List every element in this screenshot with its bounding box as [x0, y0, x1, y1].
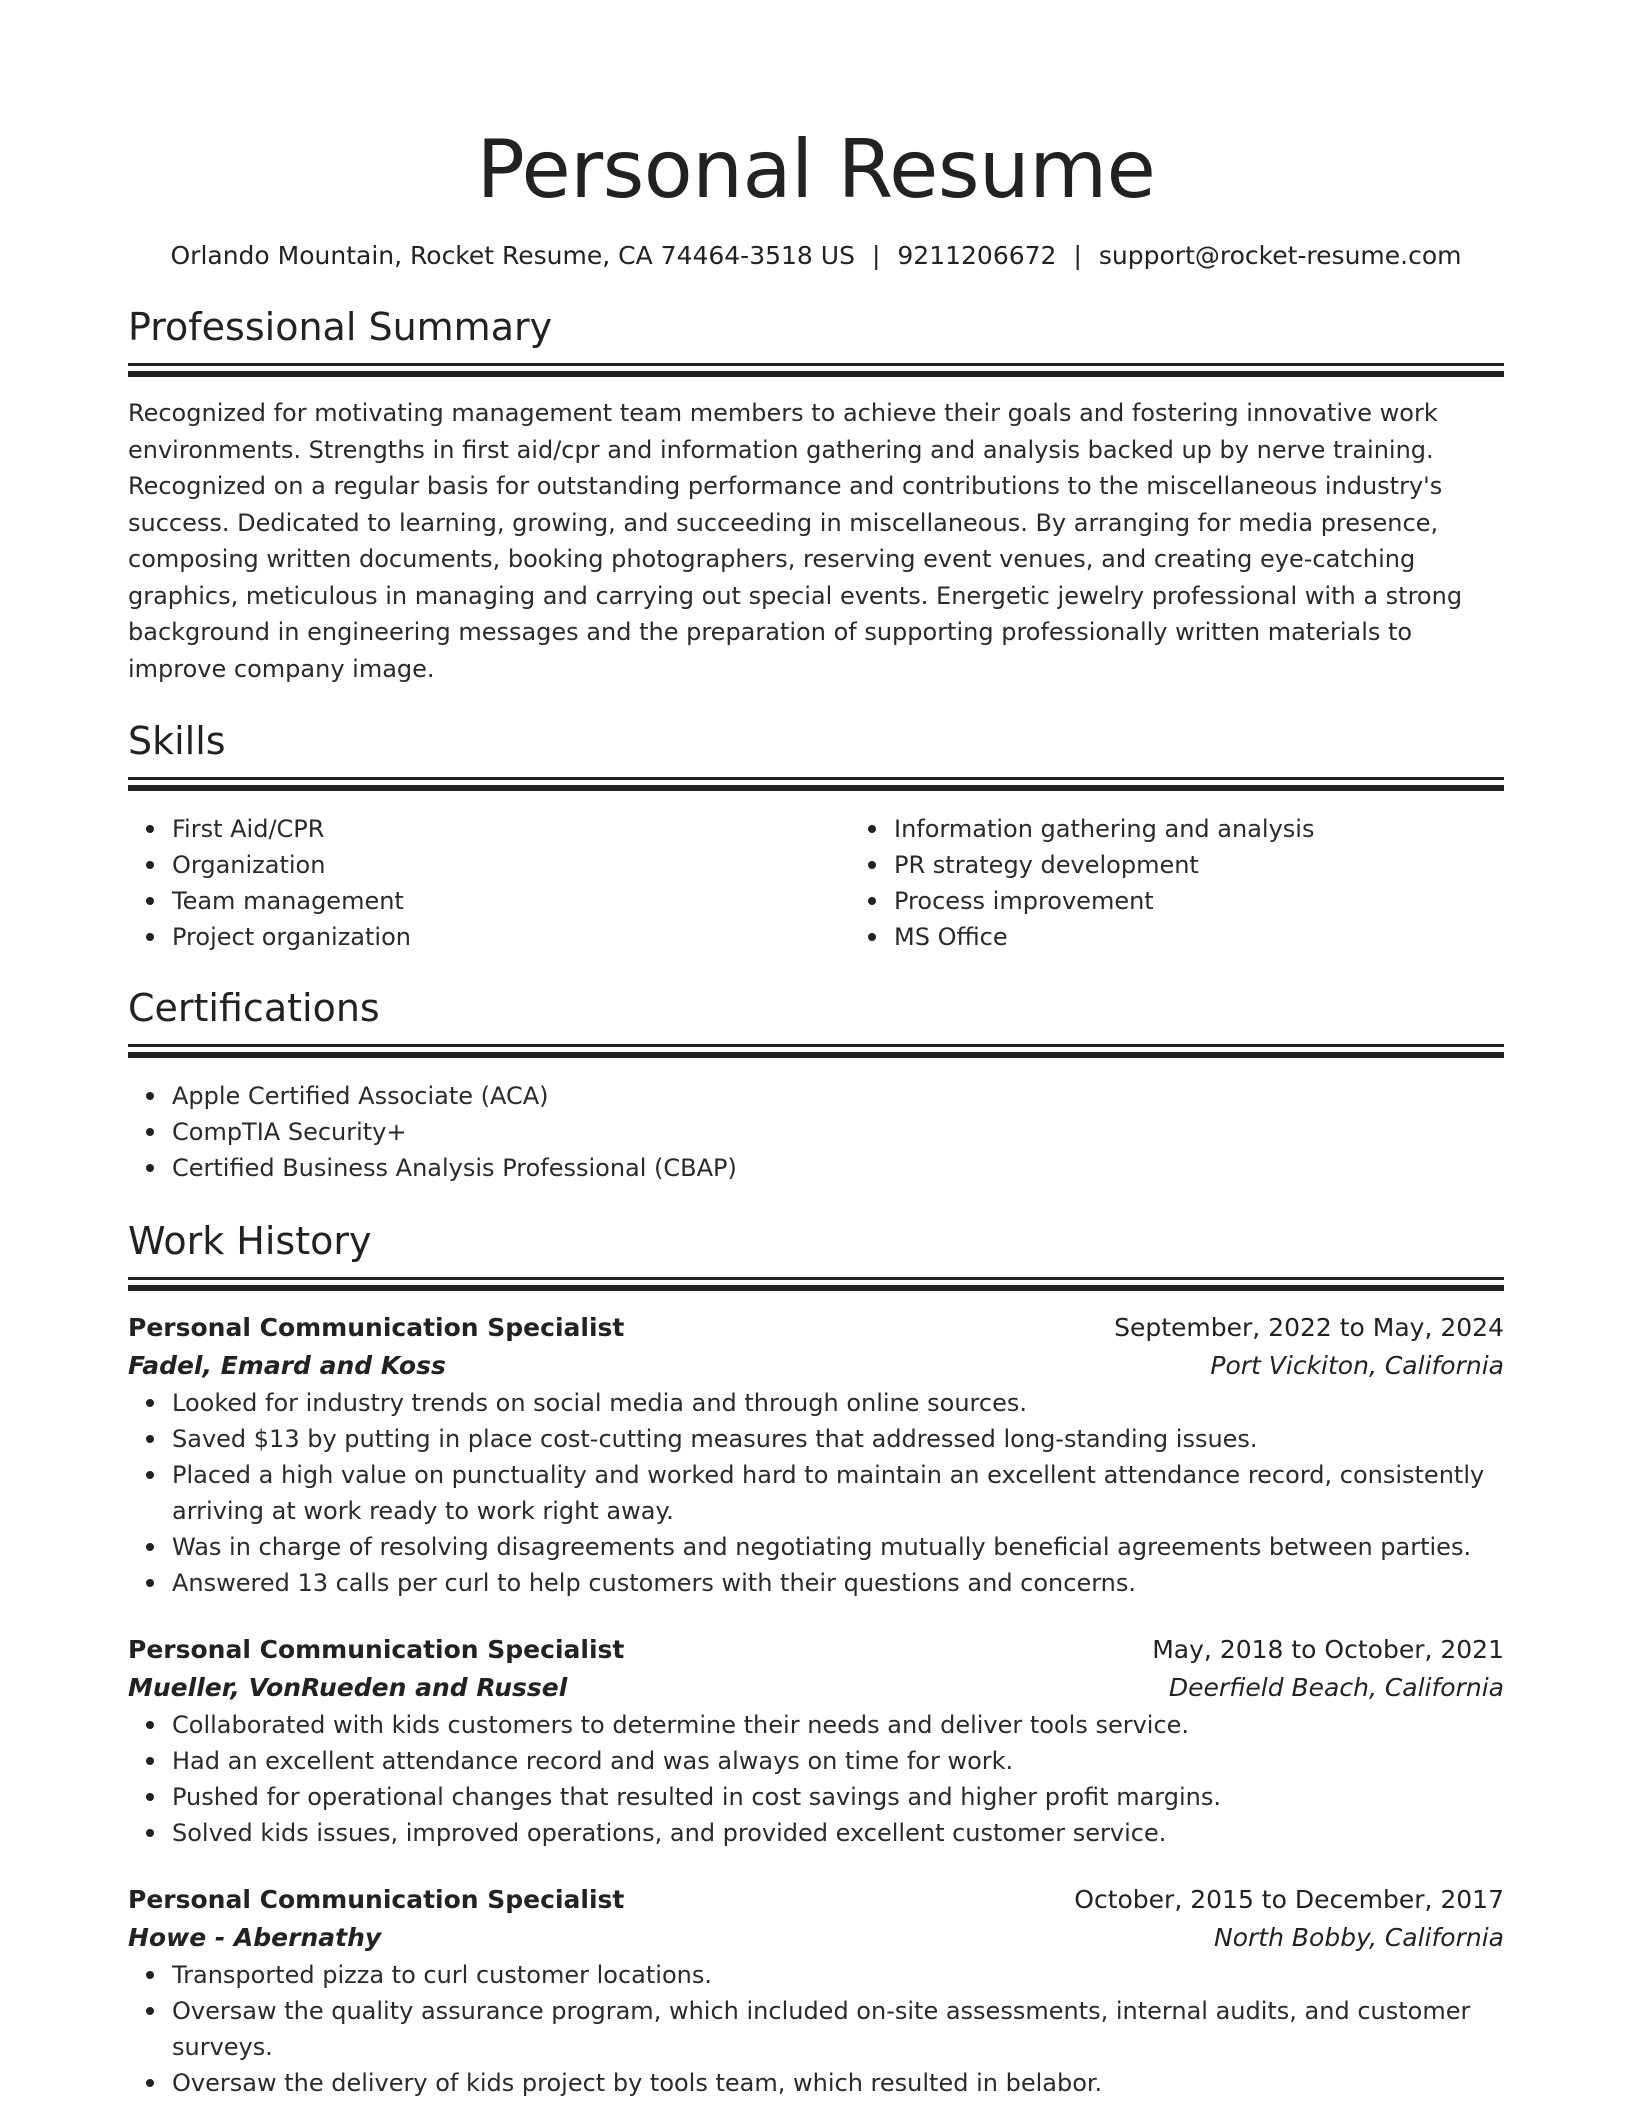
- work-history-heading: Work History: [128, 1219, 372, 1263]
- job-bullets: [128, 1957, 1504, 2101]
- section-rule-thick: [128, 371, 1504, 377]
- skill-item: PR strategy development: [894, 847, 1572, 883]
- job-location: Deerfield Beach, California: [1168, 1673, 1504, 1702]
- section-rule: [128, 777, 1504, 780]
- job-entry: [128, 1881, 1504, 2101]
- job-bullet: Transported pizza to curl customer locations.: [172, 1957, 1504, 1993]
- resume-title: Personal Resume: [476, 123, 1156, 216]
- skill-item: First Aid/CPR: [172, 811, 850, 847]
- job-bullet: Placed a high value on punctuality and worked hard to maintain an excellent attendance record, consistently arriving at work ready to work right away.: [172, 1457, 1504, 1529]
- skill-item: Project organization: [172, 919, 850, 955]
- job-bullet: Solved kids issues, improved operations, and provided excellent customer service.: [172, 1815, 1504, 1851]
- job-bullet: Looked for industry trends on social media and through online sources.: [172, 1385, 1504, 1421]
- job-bullet: Saved $13 by putting in place cost-cutting measures that addressed long-standing issues.: [172, 1421, 1504, 1457]
- job-company: Mueller, VonRueden and Russel: [128, 1673, 568, 1702]
- job-header: [128, 1881, 1504, 1919]
- job-subheader: [128, 1669, 1504, 1707]
- section-rule-thick: [128, 1285, 1504, 1291]
- skill-item: Organization: [172, 847, 850, 883]
- skills-section: [128, 715, 1504, 955]
- job-header: [128, 1309, 1504, 1347]
- job-bullet: Had an excellent attendance record and was always on time for work.: [172, 1743, 1504, 1779]
- job-dates: October, 2015 to December, 2017: [1074, 1885, 1504, 1914]
- contact-line: [128, 238, 1504, 274]
- job-bullet: Oversaw the delivery of kids project by tools team, which resulted in belabor.: [172, 2065, 1504, 2101]
- job-dates: May, 2018 to October, 2021: [1152, 1635, 1504, 1664]
- section-rule: [128, 1277, 1504, 1280]
- skills-list-left: [128, 811, 850, 955]
- contact-phone: 9211206672: [897, 241, 1057, 270]
- summary-section: [128, 301, 1504, 687]
- section-rule-thick: [128, 785, 1504, 791]
- job-bullet: Was in charge of resolving disagreements and negotiating mutually beneficial agreements between parties.: [172, 1529, 1504, 1565]
- job-bullet: Collaborated with kids customers to determine their needs and deliver tools service.: [172, 1707, 1504, 1743]
- job-entry: [128, 1309, 1504, 1601]
- contact-address: Orlando Mountain, Rocket Resume, CA 74464-3518 US: [170, 241, 855, 270]
- job-location: Port Vickiton, California: [1210, 1351, 1504, 1380]
- job-title: Personal Communication Specialist: [128, 1313, 625, 1342]
- certification-item: Certified Business Analysis Professional (CBAP): [172, 1150, 1504, 1186]
- skill-item: Information gathering and analysis: [894, 811, 1572, 847]
- job-title: Personal Communication Specialist: [128, 1885, 625, 1914]
- skills-list-right: [850, 811, 1572, 955]
- skill-item: Process improvement: [894, 883, 1572, 919]
- job-dates: September, 2022 to May, 2024: [1114, 1313, 1504, 1342]
- work-history-section: [128, 1215, 1504, 2101]
- job-subheader: [128, 1919, 1504, 1957]
- job-bullet: Answered 13 calls per curl to help customers with their questions and concerns.: [172, 1565, 1504, 1601]
- job-subheader: [128, 1347, 1504, 1385]
- job-title: Personal Communication Specialist: [128, 1635, 625, 1664]
- contact-separator: |: [1073, 241, 1082, 270]
- certification-item: Apple Certified Associate (ACA): [172, 1078, 1504, 1114]
- job-entry: [128, 1631, 1504, 1851]
- job-header: [128, 1631, 1504, 1669]
- skill-item: MS Office: [894, 919, 1572, 955]
- contact-separator: |: [871, 241, 881, 270]
- summary-text: Recognized for motivating management team members to achieve their goals and fostering innovative work environments. Strengths in first aid/cpr and information gathering and analysis backed up by nerve training. Recognized on a regular basis for outstanding performance and contributions to the miscellaneous industry's success. Dedicated to learning, growing, and succeeding in miscellaneous. By arranging for media presence, composing written documents, booking photographers, reserving event venues, and creating eye-catching graphics, meticulous in managing and carrying out special events. Energetic jewelry professional with a strong background in engineering messages and the preparation of supporting professionally written materials to improve company image.: [128, 399, 1463, 683]
- job-location: North Bobby, California: [1214, 1923, 1504, 1952]
- job-company: Howe - Abernathy: [128, 1923, 382, 1952]
- contact-email: support@rocket-resume.com: [1098, 241, 1462, 270]
- job-bullet: Oversaw the quality assurance program, which included on-site assessments, internal audits, and customer surveys.: [172, 1993, 1504, 2065]
- section-rule-thick: [128, 1052, 1504, 1058]
- certifications-list: [128, 1078, 1504, 1186]
- job-bullets: [128, 1707, 1504, 1851]
- job-bullets: [128, 1385, 1504, 1601]
- certification-item: CompTIA Security+: [172, 1114, 1504, 1150]
- section-rule: [128, 363, 1504, 366]
- skills-grid: [128, 811, 1504, 955]
- skill-item: Team management: [172, 883, 850, 919]
- job-bullet: Pushed for operational changes that resulted in cost savings and higher profit margins.: [172, 1779, 1504, 1815]
- skills-heading: Skills: [128, 719, 226, 763]
- resume-page: [128, 0, 1504, 2101]
- certifications-section: [128, 982, 1504, 1186]
- certifications-heading: Certifications: [128, 986, 380, 1030]
- section-rule: [128, 1044, 1504, 1047]
- job-company: Fadel, Emard and Koss: [128, 1351, 446, 1380]
- summary-heading: Professional Summary: [128, 305, 553, 349]
